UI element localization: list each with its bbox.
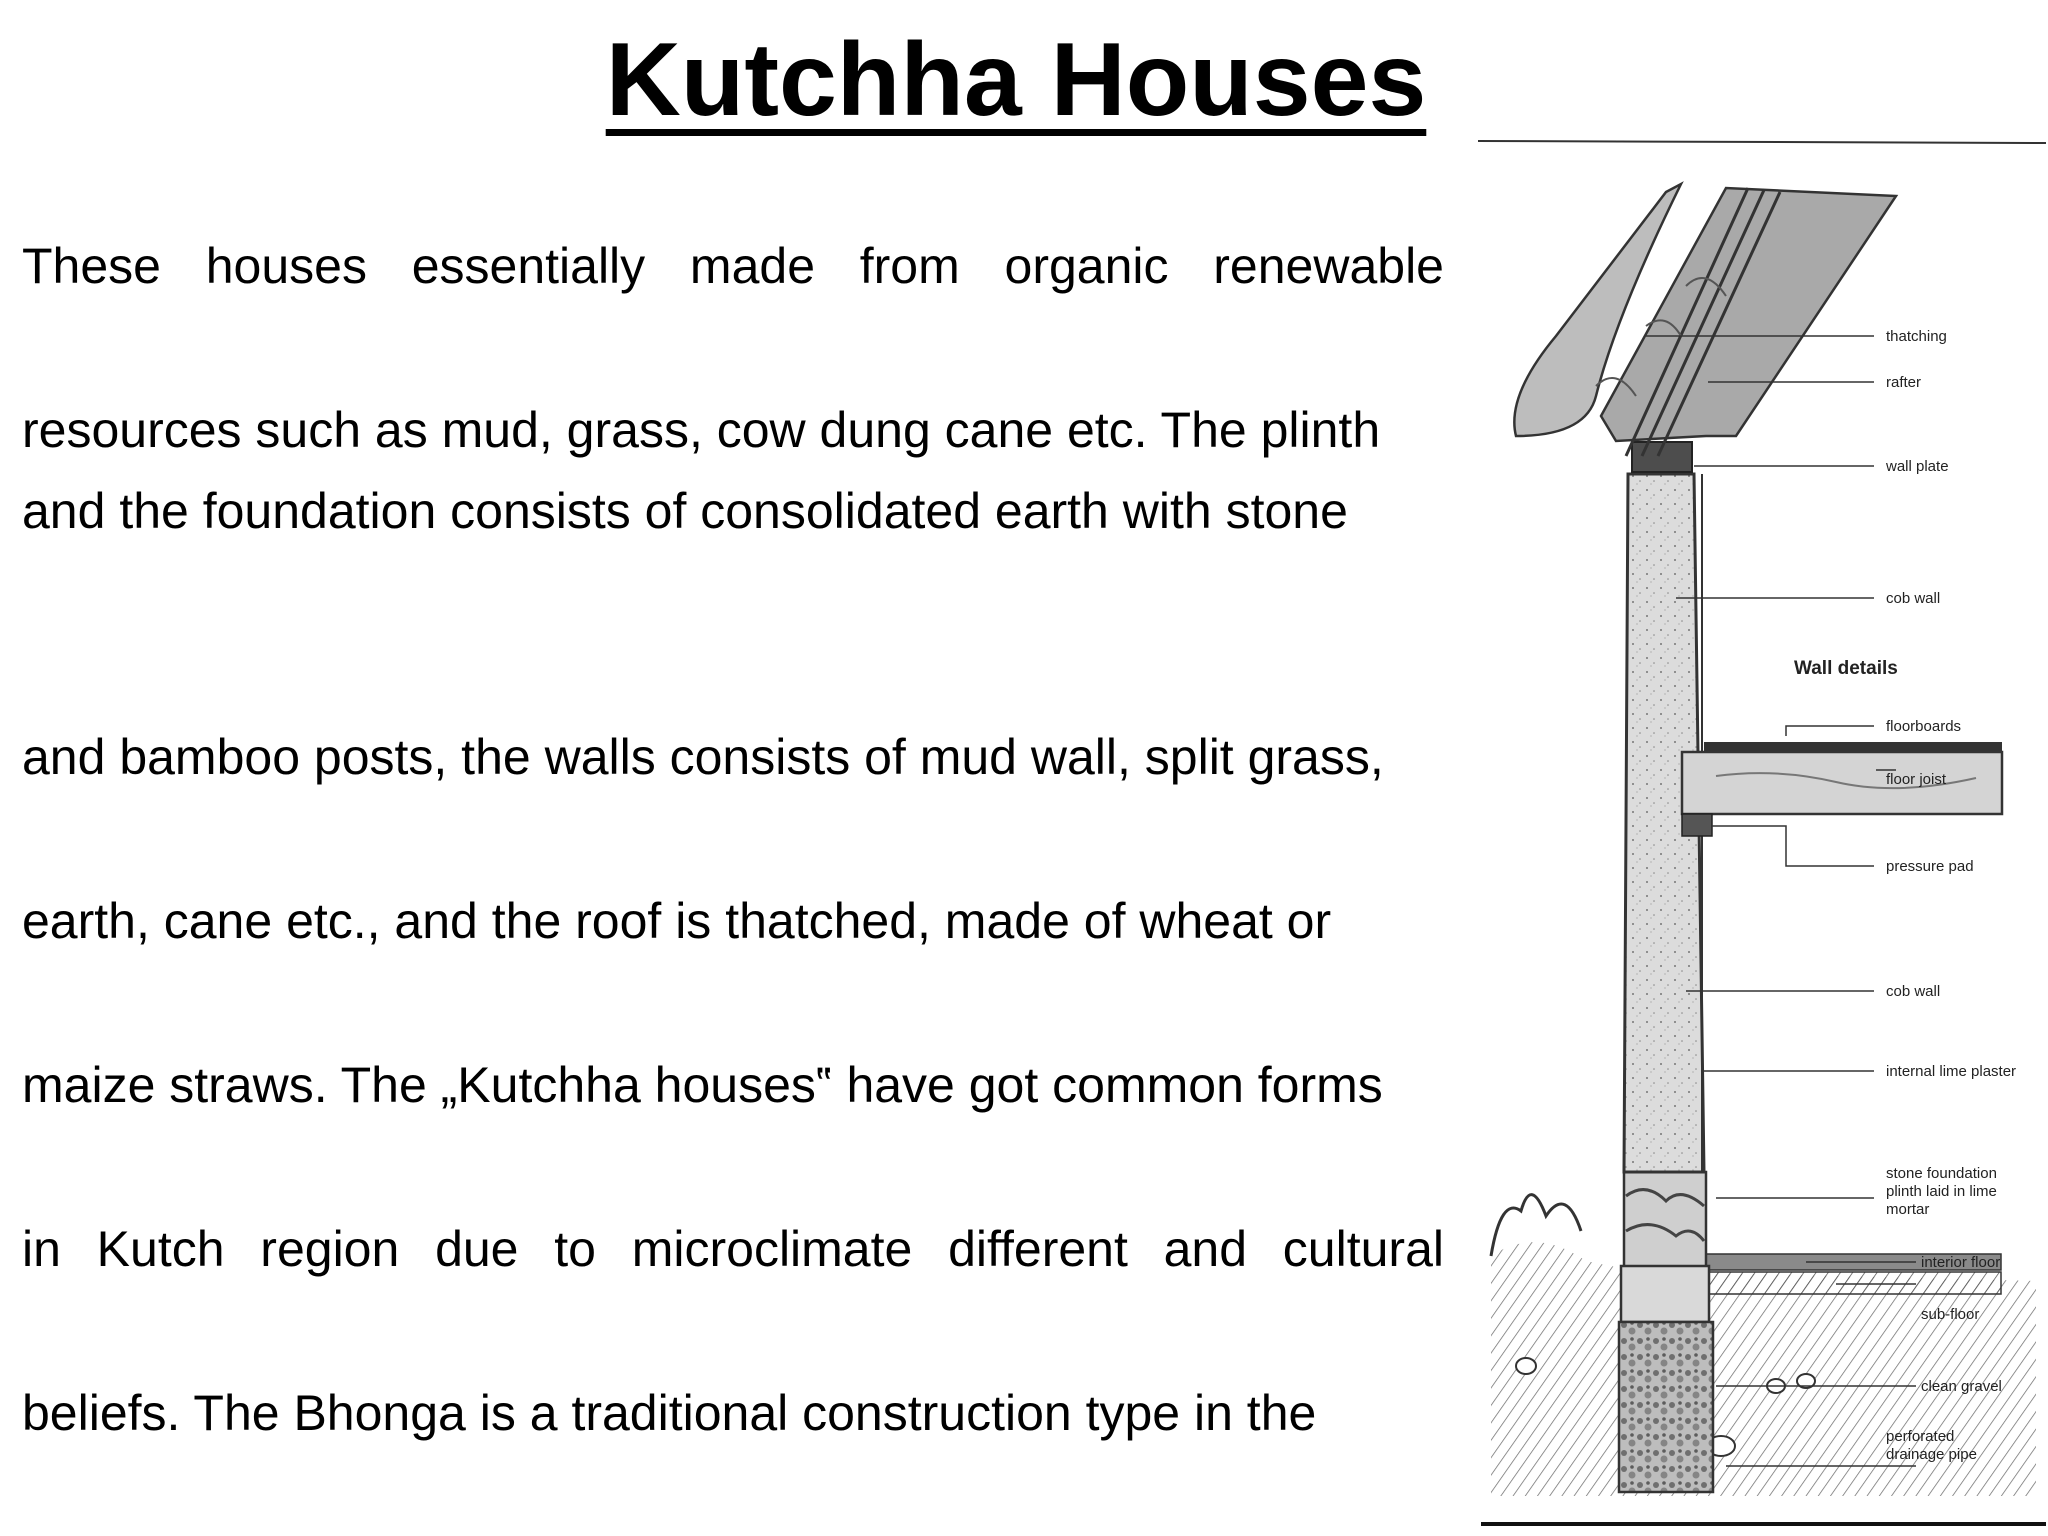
stone-course (1621, 1266, 1709, 1322)
paragraph-line-3: and the foundation consists of consolidated earth with stone (22, 483, 1348, 539)
label-clean-gravel: clean gravel (1921, 1378, 2002, 1395)
wall-section-drawing (1476, 136, 2048, 1536)
label-stone-foundation-3: mortar (1886, 1201, 1930, 1218)
figure-heading: Wall details (1794, 658, 1898, 679)
paragraph-line-8: beliefs. The Bhonga is a traditional construction type in the (22, 1385, 1317, 1441)
paragraph-line-7: in Kutch region due to microclimate different and cultural (22, 1221, 1444, 1277)
paragraph-line-5: earth, cane etc., and the roof is thatched, made of wheat or (22, 893, 1332, 949)
label-floor-joist: floor joist (1886, 771, 1947, 788)
label-stone-foundation-2: plinth laid in lime (1886, 1183, 1997, 1200)
pressure-pad-block (1682, 814, 1712, 836)
label-interior-floor: interior floor (1921, 1254, 2001, 1271)
page-title-text: Kutchha Houses (605, 22, 1427, 138)
figure-top-rule (1478, 141, 2046, 143)
label-cob-wall-lower: cob wall (1886, 983, 1941, 1000)
page-title (0, 18, 2032, 143)
floorboards-layer (1704, 742, 2002, 752)
label-internal-lime-plaster: internal lime plaster (1886, 1063, 2017, 1080)
label-pressure-pad: pressure pad (1886, 858, 1974, 875)
label-wall-plate: wall plate (1886, 458, 1949, 475)
label-thatching: thatching (1886, 328, 1947, 345)
paragraph-line-2: resources such as mud, grass, cow dung cane etc. The plinth (22, 402, 1381, 458)
paragraph-line-6: maize straws. The „Kutchha houses‟ have got common forms (22, 1057, 1383, 1113)
label-floorboards: floorboards (1886, 718, 1962, 735)
sub-floor-layer (1671, 1272, 2001, 1294)
wall-detail-figure (1476, 136, 2048, 1536)
stone-foundation (1619, 1322, 1713, 1492)
label-rafter: rafter (1886, 374, 1922, 391)
label-drainage-pipe-2: drainage pipe (1886, 1446, 1977, 1463)
paragraph-line-4: and bamboo posts, the walls consists of mud wall, split grass, (22, 729, 1384, 785)
label-cob-wall-upper: cob wall (1886, 590, 1941, 607)
paragraph-line-1: These houses essentially made from organic renewable (22, 238, 1444, 294)
label-drainage-pipe-1: perforated (1886, 1428, 1955, 1445)
label-stone-foundation-1: stone foundation (1886, 1165, 1997, 1182)
stone-plinth (1624, 1172, 1706, 1268)
label-sub-floor: sub-floor (1921, 1306, 1980, 1323)
